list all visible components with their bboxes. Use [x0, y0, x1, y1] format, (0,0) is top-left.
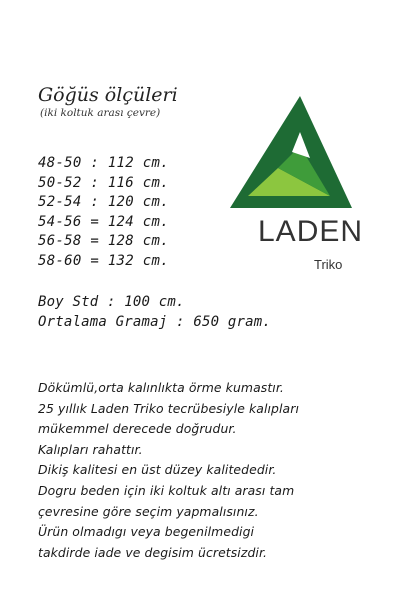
page-subheading: (iki koltuk arası çevre): [40, 107, 161, 119]
meta-info: [38, 292, 271, 332]
description-line: Dikiş kalitesi en üst düzey kalitededir.: [38, 462, 277, 478]
description-line: çevresine göre seçim yapmalısınız.: [38, 503, 259, 519]
description-line: Dökümlü,orta kalınlıkta örme kumastır.: [38, 380, 284, 395]
description-line: 25 yıllık Laden Triko tecrübesiyle kalıpları: [38, 400, 299, 416]
description-line: mükemmel derecede doğrudur.: [38, 421, 237, 437]
description-line: takdirde iade ve degisim ücretsizdir.: [38, 544, 268, 560]
size-line: 48-50 : 112 cm.: [38, 155, 169, 171]
size-line: 54-56 = 124 cm.: [38, 213, 169, 230]
laden-logo-icon: [230, 96, 352, 208]
brand-name: LADEN: [258, 215, 364, 248]
size-line: 56-58 = 128 cm.: [38, 233, 169, 250]
brand-subtitle: Triko: [314, 257, 343, 272]
size-line: 52-54 : 120 cm.: [38, 194, 169, 211]
size-line: 58-60 = 132 cm.: [38, 252, 169, 269]
description-line: Dogru beden için iki koltuk altı arası tam: [38, 482, 295, 498]
page-heading: Göğüs ölçüleri: [38, 84, 178, 106]
size-list: [38, 154, 169, 272]
description: [38, 378, 368, 563]
description-line: Kalıpları rahattır.: [38, 441, 143, 457]
length-line: Boy Std : 100 cm.: [38, 294, 185, 310]
size-line: 50-52 : 116 cm.: [38, 174, 169, 191]
description-line: Ürün olmadıgı veya begenilmedigi: [38, 524, 255, 540]
weight-line: Ortalama Gramaj : 650 gram.: [38, 314, 271, 330]
